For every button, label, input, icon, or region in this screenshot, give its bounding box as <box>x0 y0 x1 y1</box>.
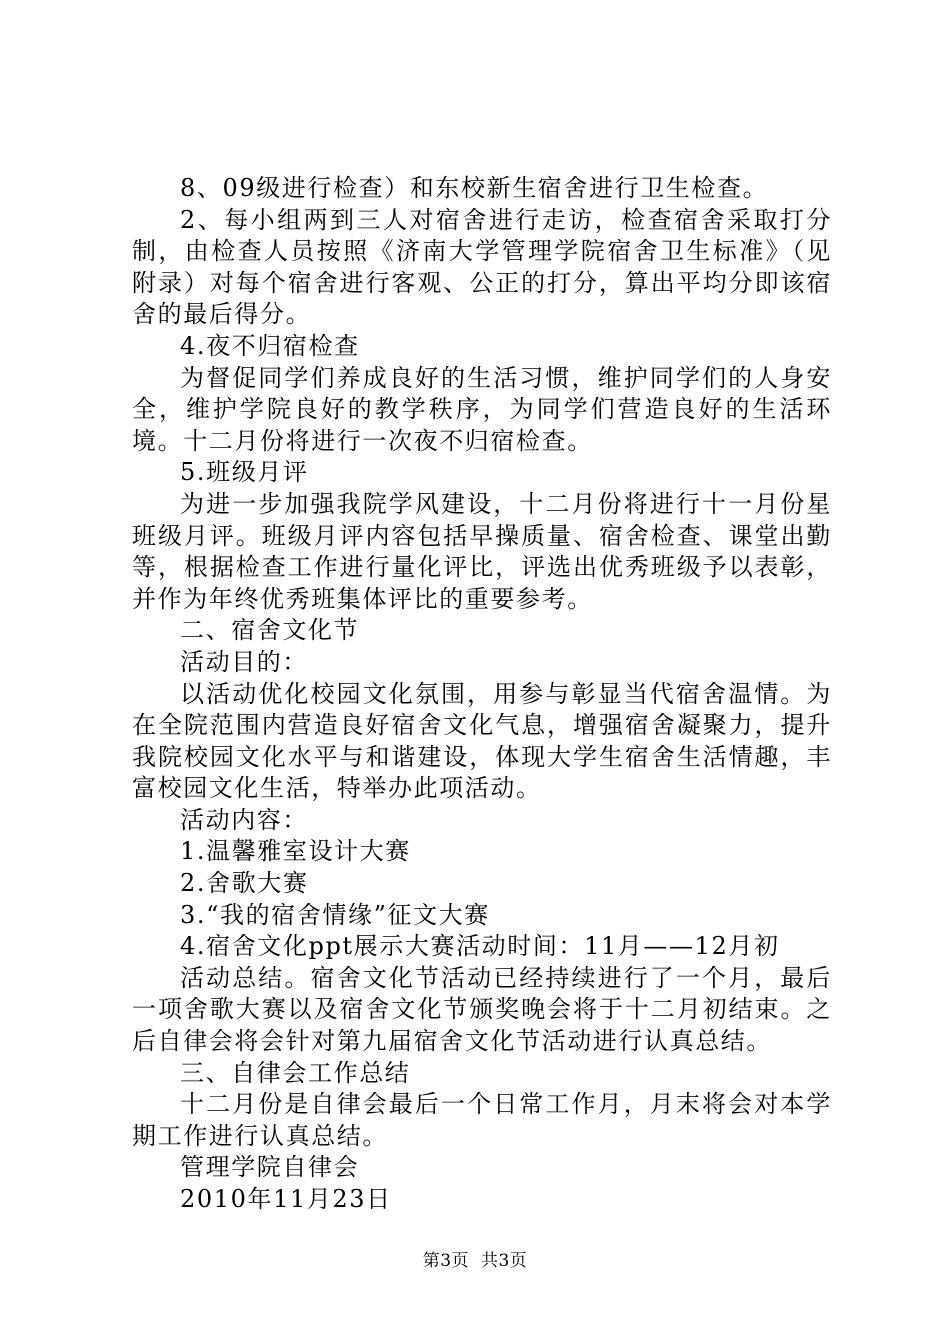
paragraph: 2、每小组两到三人对宿舍进行走访，检查宿舍采取打分制，由检查人员按照《济南大学管理学院宿舍卫生标准》（见附录）对每个宿舍进行客观、公正的打分，算出平均分即该宿舍的最后得分。 <box>132 205 832 329</box>
page-total: 共3页 <box>480 1251 528 1271</box>
subheading: 活动内容： <box>180 805 308 834</box>
signature-org: 管理学院自律会 <box>180 1153 360 1182</box>
paragraph: 8、09级进行检查）和东校新生宿舍进行卫生检查。 <box>180 174 769 202</box>
section-heading: 二、宿舍文化节 <box>180 616 360 645</box>
page-number: 第3页 <box>422 1251 470 1271</box>
section-heading: 5.班级月评 <box>180 458 309 487</box>
document-body <box>132 173 832 1216</box>
signature-date: 2010年11月23日 <box>180 1185 392 1213</box>
paragraph: 活动总结。宿舍文化节活动已经持续进行了一个月，最后一项舍歌大赛以及宿舍文化节颁奖晚会将于十二月初结束。之后自律会将会针对第九届宿舍文化节活动进行认真总结。 <box>132 963 832 1056</box>
section-heading: 三、自律会工作总结 <box>180 1058 411 1087</box>
paragraph: 十二月份是自律会最后一个日常工作月，月末将会对本学期工作进行认真总结。 <box>132 1090 832 1150</box>
list-item: 1.温馨雅室设计大赛 <box>180 837 411 866</box>
section-heading: 4.夜不归宿检查 <box>180 331 360 360</box>
list-item: 4.宿舍文化ppt展示大赛活动时间：11月——12月初 <box>180 932 780 961</box>
list-item: 3.“我的宿舍情缘”征文大赛 <box>180 900 490 929</box>
subheading: 活动目的： <box>180 647 308 676</box>
page-footer <box>0 1246 950 1271</box>
list-item: 2.舍歌大赛 <box>180 869 309 898</box>
paragraph: 为进一步加强我院学风建设，十二月份将进行十一月份星班级月评。班级月评内容包括早操质量、宿舍检查、课堂出勤等，根据检查工作进行量化评比，评选出优秀班级予以表彰，并作为年终优秀班集体评比的重要参考。 <box>132 489 832 613</box>
paragraph: 为督促同学们养成良好的生活习惯，维护同学们的人身安全，维护学院良好的教学秩序，为同学们营造良好的生活环境。十二月份将进行一次夜不归宿检查。 <box>132 363 832 455</box>
paragraph: 以活动优化校园文化氛围，用参与彰显当代宿舍温情。为在全院范围内营造良好宿舍文化气息，增强宿舍凝聚力，提升我院校园文化水平与和谐建设，体现大学生宿舍生活情趣，丰富校园文化生活，特举办此项活动。 <box>132 679 832 803</box>
